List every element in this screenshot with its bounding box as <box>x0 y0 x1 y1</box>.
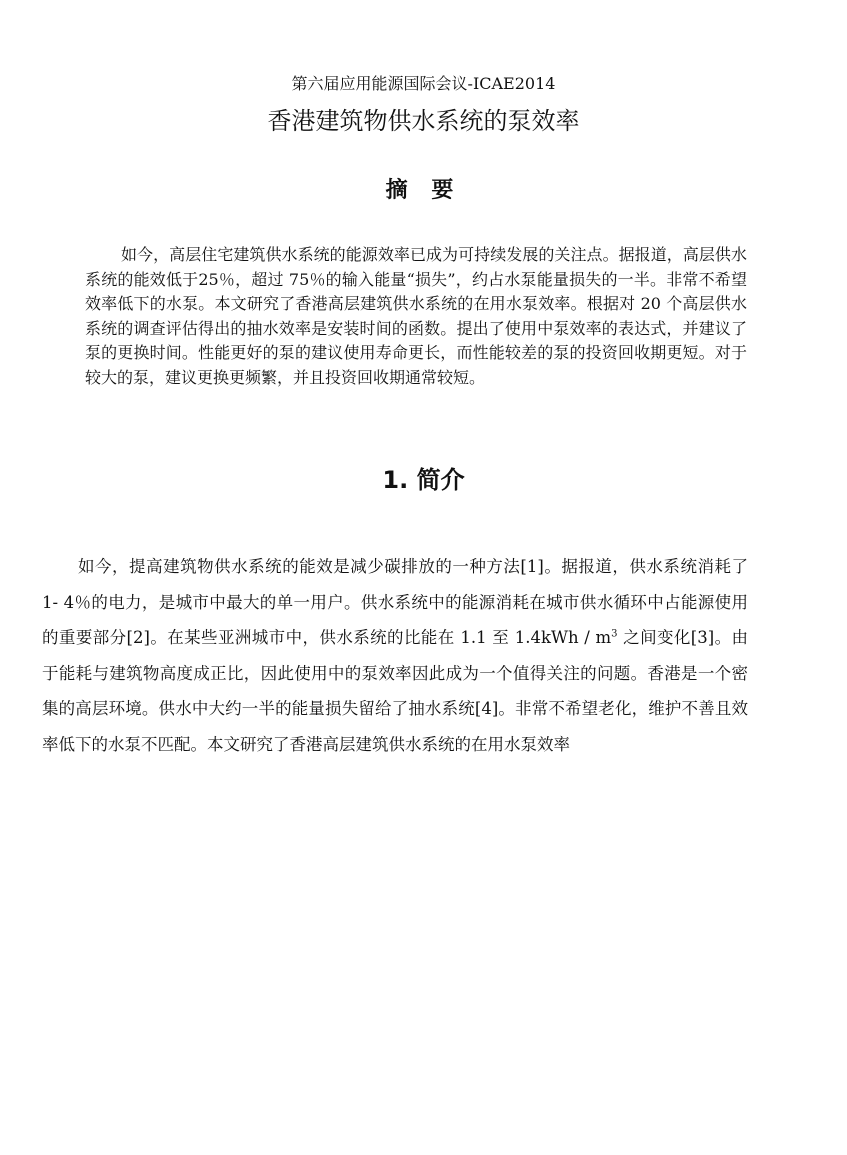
conference-header: 第六届应用能源国际会议-ICAE2014 <box>291 74 556 93</box>
abstract-heading: 摘 要 <box>385 178 462 203</box>
abstract-paragraph: 如今，高层住宅建筑供水系统的能源效率已成为可持续发展的关注点。据报道，高层供水系统的能效低于25％，超过 75％的输入能量“损失”，约占水泵能量损失的一半。非常不希望效率低下的水泵。本文研究了香港高层建筑供水系统的在用水泵效率。根据对 20 个高层供水系统的调查评估得出的抽水效率是安装时间的函数。提出了使用中泵效率的表达式，并建议了泵的更换时间。性能更好的泵的建议使用寿命更长，而性能较差的泵的投资回收期更短。对于较大的泵，建议更换更频繁，并且投资回收期通常较短。 <box>85 245 747 387</box>
introduction-paragraph <box>42 549 748 762</box>
section-heading-introduction: 1. 简介 <box>382 466 465 494</box>
introduction-text-part-1: 如今，提高建筑物供水系统的能效是减少碳排放的一种方法[1]。据报道，供水系统消耗了 1- 4％的电力，是城市中最大的单一用户。供水系统中的能源消耗在城市供水循环中占能源使用的重要部分[2]。在某些亚洲城市中，供水系统的比能在 1.1 至 1.4kWh / m <box>42 557 748 647</box>
paper-title: 香港建筑物供水系统的泵效率 <box>267 107 580 135</box>
introduction-text-part-2: 之间变化[3]。由于能耗与建筑物高度成正比，因此使用中的泵效率因此成为一个值得关注的问题。香港是一个密集的高层环境。供水中大约一半的能量损失留给了抽水系统[4]。非常不希望老化，维护不善且效率低下的水泵不匹配。本文研究了香港高层建筑供水系统的在用水泵效率 <box>42 628 748 754</box>
superscript-unit: 3 <box>611 628 618 640</box>
